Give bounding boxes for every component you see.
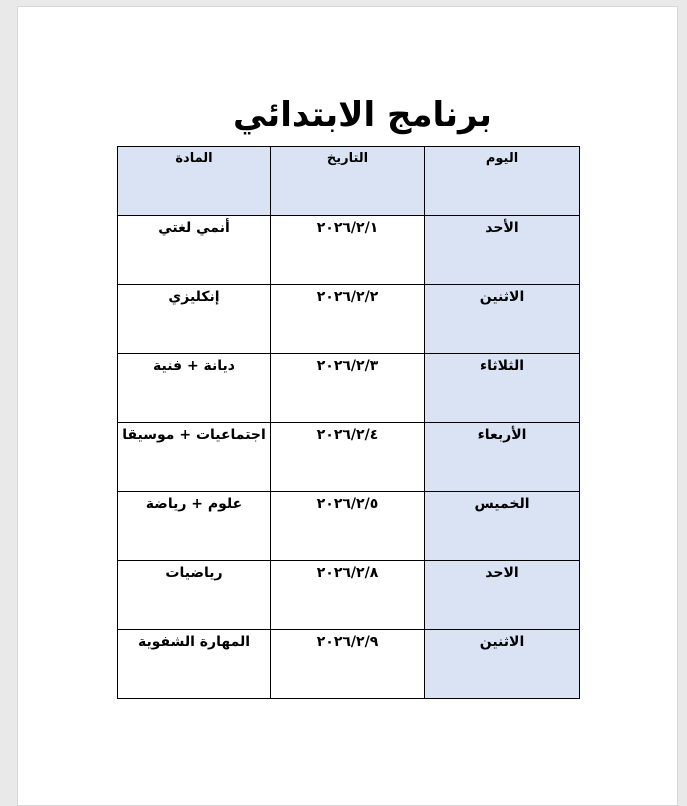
subject-cell: إنكليزي [118, 285, 271, 354]
table-row [118, 216, 580, 285]
subject-cell: المهارة الشفوية [118, 630, 271, 699]
subject-cell: ديانة + فنية [118, 354, 271, 423]
subject-cell: أنمي لغتي [118, 216, 271, 285]
subject-cell: علوم + رياضة [118, 492, 271, 561]
table-row [118, 354, 580, 423]
day-cell: الخميس [425, 492, 580, 561]
date-cell: ٢٠٢٦/٢/٣ [271, 354, 425, 423]
table-row [118, 285, 580, 354]
header-subject: المادة [118, 147, 271, 216]
day-cell: الاثنين [425, 630, 580, 699]
date-cell: ٢٠٢٦/٢/٨ [271, 561, 425, 630]
day-cell: الاثنين [425, 285, 580, 354]
day-cell: الأحد [425, 216, 580, 285]
subject-cell: رياضيات [118, 561, 271, 630]
day-cell: الأربعاء [425, 423, 580, 492]
day-cell: الاحد [425, 561, 580, 630]
subject-cell: اجتماعيات + موسيقا [118, 423, 271, 492]
date-cell: ٢٠٢٦/٢/١ [271, 216, 425, 285]
day-cell: الثلاثاء [425, 354, 580, 423]
table-row [118, 561, 580, 630]
table-row [118, 630, 580, 699]
date-cell: ٢٠٢٦/٢/٤ [271, 423, 425, 492]
header-date: التاريخ [271, 147, 425, 216]
header-day: اليوم [425, 147, 580, 216]
schedule-table [117, 146, 580, 699]
table-header-row [118, 147, 580, 216]
date-cell: ٢٠٢٦/٢/٩ [271, 630, 425, 699]
date-cell: ٢٠٢٦/٢/٥ [271, 492, 425, 561]
table-row [118, 492, 580, 561]
table-row [118, 423, 580, 492]
date-cell: ٢٠٢٦/٢/٢ [271, 285, 425, 354]
page-title: برنامج الابتدائي [233, 95, 492, 135]
document-page [17, 6, 678, 806]
